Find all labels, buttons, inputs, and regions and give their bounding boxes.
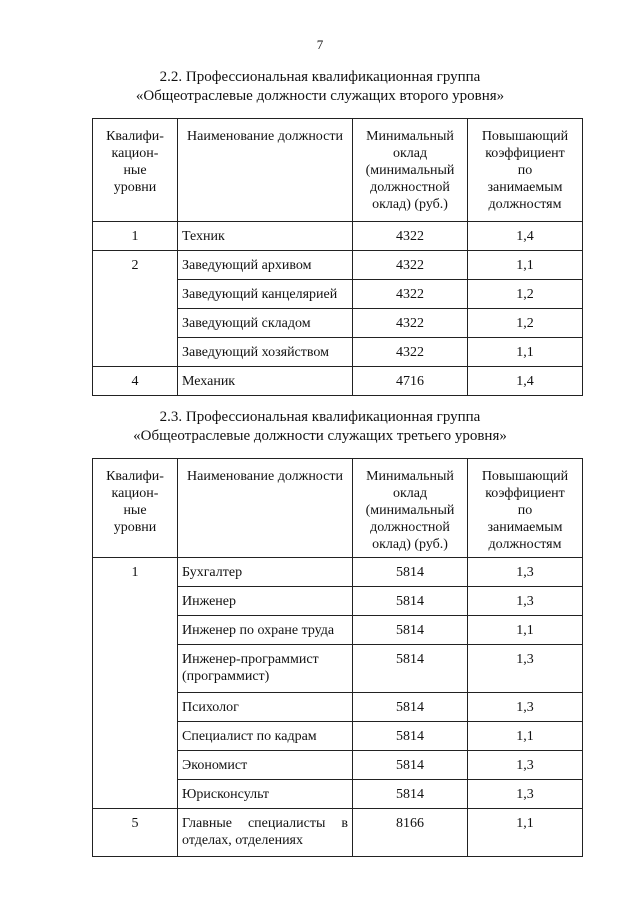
cell-position: Заведующий канцелярией <box>178 280 353 309</box>
cell-coefficient: 1,2 <box>468 309 583 338</box>
cell-coefficient: 1,3 <box>468 693 583 722</box>
cell-coefficient: 1,3 <box>468 558 583 587</box>
cell-coefficient: 1,3 <box>468 751 583 780</box>
cell-coefficient: 1,4 <box>468 367 583 396</box>
cell-position: Бухгалтер <box>178 558 353 587</box>
cell-salary: 5814 <box>353 587 468 616</box>
cell-salary: 5814 <box>353 645 468 693</box>
cell-salary: 4322 <box>353 280 468 309</box>
cell-salary: 5814 <box>353 616 468 645</box>
cell-coefficient: 1,1 <box>468 809 583 857</box>
table-row <box>93 558 583 587</box>
col-header-level: Квалифи- кацион- ные уровни <box>93 459 178 558</box>
cell-salary: 4322 <box>353 309 468 338</box>
cell-coefficient: 1,4 <box>468 222 583 251</box>
col-header-position: Наименование должности <box>178 119 353 222</box>
qualification-table-level-3 <box>92 458 583 857</box>
cell-salary: 5814 <box>353 558 468 587</box>
cell-salary: 5814 <box>353 693 468 722</box>
cell-coefficient: 1,3 <box>468 587 583 616</box>
table-header-row <box>93 119 583 222</box>
heading-line: 2.2. Профессиональная квалификационная группа <box>159 69 481 85</box>
cell-position: Механик <box>178 367 353 396</box>
table-row <box>93 222 583 251</box>
cell-coefficient: 1,1 <box>468 338 583 367</box>
page-number: 7 <box>316 37 324 52</box>
cell-position: Техник <box>178 222 353 251</box>
cell-salary: 5814 <box>353 722 468 751</box>
cell-level: 1 <box>93 558 178 809</box>
cell-position: Инженер-программист (программист) <box>178 645 353 693</box>
cell-salary: 8166 <box>353 809 468 857</box>
cell-level: 2 <box>93 251 178 367</box>
cell-position: Юрисконсульт <box>178 780 353 809</box>
cell-position: Экономист <box>178 751 353 780</box>
cell-salary: 4322 <box>353 338 468 367</box>
cell-coefficient: 1,1 <box>468 616 583 645</box>
heading-line: «Общеотраслевые должности служащих третьего уровня» <box>133 428 507 444</box>
cell-salary: 4322 <box>353 222 468 251</box>
cell-coefficient: 1,2 <box>468 280 583 309</box>
table-row <box>93 251 583 280</box>
cell-position: Психолог <box>178 693 353 722</box>
cell-salary: 5814 <box>353 751 468 780</box>
cell-position: Заведующий архивом <box>178 251 353 280</box>
cell-position: Главные специалисты в отделах, отделениях <box>178 809 353 857</box>
cell-salary: 5814 <box>353 780 468 809</box>
cell-position: Инженер <box>178 587 353 616</box>
cell-coefficient: 1,1 <box>468 722 583 751</box>
cell-level: 5 <box>93 809 178 857</box>
table-header-row <box>93 459 583 558</box>
cell-coefficient: 1,3 <box>468 645 583 693</box>
cell-salary: 4716 <box>353 367 468 396</box>
cell-position: Инженер по охране труда <box>178 616 353 645</box>
col-header-position: Наименование должности <box>178 459 353 558</box>
cell-coefficient: 1,1 <box>468 251 583 280</box>
heading-line: 2.3. Профессиональная квалификационная группа <box>159 409 481 425</box>
cell-salary: 4322 <box>353 251 468 280</box>
cell-level: 4 <box>93 367 178 396</box>
table-row <box>93 809 583 857</box>
heading-line: «Общеотраслевые должности служащих второго уровня» <box>135 88 505 104</box>
col-header-coefficient: Повышающий коэффициент по занимаемым должностям <box>468 119 583 222</box>
cell-position: Заведующий складом <box>178 309 353 338</box>
cell-position: Специалист по кадрам <box>178 722 353 751</box>
section-heading-2-2 <box>0 68 640 106</box>
cell-position: Заведующий хозяйством <box>178 338 353 367</box>
col-header-salary: Минимальный оклад (минимальный должностной оклад) (руб.) <box>353 119 468 222</box>
section-heading-2-3 <box>0 408 640 446</box>
table-row <box>93 367 583 396</box>
cell-coefficient: 1,3 <box>468 780 583 809</box>
qualification-table-level-2 <box>92 118 583 396</box>
col-header-salary: Минимальный оклад (минимальный должностной оклад) (руб.) <box>353 459 468 558</box>
col-header-coefficient: Повышающий коэффициент по занимаемым должностям <box>468 459 583 558</box>
col-header-level: Квалифи- кацион- ные уровни <box>93 119 178 222</box>
cell-level: 1 <box>93 222 178 251</box>
